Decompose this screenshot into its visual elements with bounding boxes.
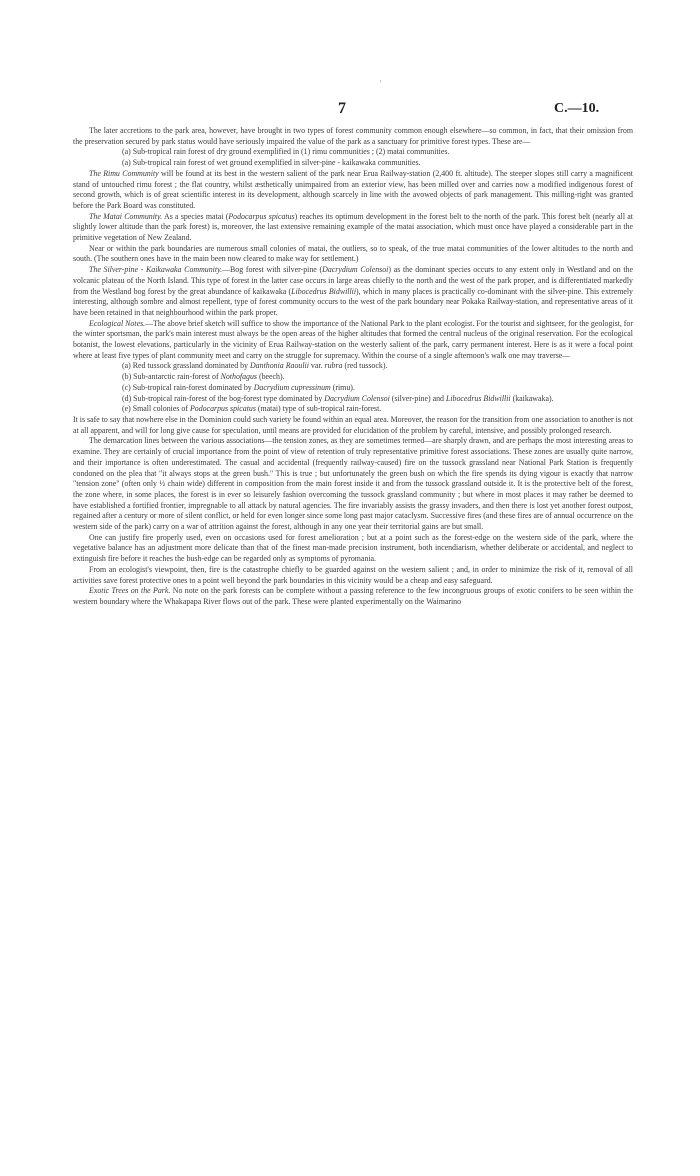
variety-paragraph: It is safe to say that nowhere else in the Dominion could such variety be found within an equal area. Moreover, the reason for the transition from one association to another is not at all apparent, and will for long give cause for speculation, until means are provided for elucidation of the problem by careful, intensive, and possibly prolonged research. xyxy=(73,414,633,435)
list-item: (c) Sub-tropical rain-forest dominated by Dacrydium cupressinum (rimu). xyxy=(122,382,355,392)
section-heading: Ecological Notes. xyxy=(89,318,146,328)
page-number: 7 xyxy=(338,100,346,117)
section-heading: Exotic Trees on the Park. xyxy=(89,586,171,596)
scientific-name: Dacrydium cupressinum xyxy=(253,382,331,392)
section-heading: The Rimu Community xyxy=(89,168,159,178)
traverse-list xyxy=(73,361,633,415)
forest-types-list xyxy=(73,147,633,168)
outliers-paragraph: Near or within the park boundaries are numerous small colonies of matai, the outliers, so to speak, of the true matai communities of the lower altitudes to the north and south. (The southern ones have in the main been now cleared to make way for settlement.) xyxy=(73,243,633,264)
document-reference: C.—10. xyxy=(554,101,600,116)
silver-pine-paragraph: The Silver-pine - Kaikawaka Community.—Bog forest with silver-pine (Dacrydium Colensoi) as the dominant species occurs to any extent only in Westland and on the volcanic plateau of the North Island. This type of forest in the latter case occurs in large areas chiefly to the north and the west of the park proper, and is differentiated markedly from the Westland bog forest by the great abundance of kaikawaka (Libocedrus Bidwillii), which in many places is practically co-dominant with the silver-pine. This extremely interesting, although sombre and almost repellent, type of forest community occurs to the west of the park boundary near Pokaka Railway-station, and representative areas of it have been retained in that neighbourhood within the park proper. xyxy=(73,265,633,317)
list-item: (a) Sub-tropical rain forest of wet ground exemplified in silver-pine - kaikawaka communities. xyxy=(122,158,421,168)
rimu-paragraph: The Rimu Community will be found at its best in the western salient of the park near Erua Railway-station (2,400 ft. altitude). The steeper slopes still carry a magnificent stand of untouched rimu forest ; the flat country, whilst æsthetically unimpaired from an exterior view, has been milled over and carries now a modified indigenous forest of second growth, which is of great scientific interest in its development, although scarcely in line with the avowed objects of park management. This milling-right was granted before the Park Board was constituted. xyxy=(73,168,633,210)
scientific-name: Nothofagus xyxy=(220,372,257,382)
tension-zones-paragraph: The demarcation lines between the various associations—the tension zones, as they are sometimes termed—are sharply drawn, and are perhaps the most interesting areas to examine. They are certainly of crucial importance from the point of view of retention of truly representative primitive forest associations. These zones are usually quite narrow, and their importance is often underestimated. The casual and accidental (frequently railway-caused) fire on the tussock grassland near National Park Station is frequently condoned on the plea that "it always stops at the green bush." This is true ; but unfortunately the green bush on which the fire spends its dying vigour is exactly that narrow "tension zone" (often only ½ chain wide) different in composition from the main forest inside it and from the tussock grassland outside it. It is the protective belt of the forest, the zone where, in some places, the forest is in ever so leisurely fashion overcoming the tussock grassland community ; but where in most places it may rather be deemed to have established a fortified frontier, impregnable to all attack by natural agencies. The fire invariably assists the grassy invaders, and then there is lost yet another forest outpost, regained after a century or more of silent conflict, or held for even longer since some long past major cataclysm. Successive fires (and these fires are of annual occurrence on the western side of the park) carry on a war of attrition against the forest, although in any one year their territorial gains are but small. xyxy=(73,436,633,532)
ecological-notes-paragraph: Ecological Notes.—The above brief sketch will suffice to show the importance of the National Park to the plant ecologist. For the tourist and sightseer, for the geologist, for the winter sportsman, the park's main interest must always be the open areas of the higher altitudes that formed the central nucleus of the original reservation. For the ecological botanist, the lowest elevations, particularly in the vicinity of Erua Railway-station on the westerly salient of the park, carry permanent interest. Here is as it were a focal point where at least five types of plant community meet and carry on the struggle for supremacy. Within the course of a single afternoon's walk one may traverse— xyxy=(73,318,633,360)
body-text xyxy=(73,126,633,608)
scientific-name: rubra xyxy=(324,361,343,371)
viewpoint-paragraph: From an ecologist's viewpoint, then, fire is the catastrophe chiefly to be guarded against on the western salient ; and, in order to minimize the risk of it, removal of all activities save forest protective ones to a point well beyond the park boundaries in this vicinity would be a cheap and easy safeguard. xyxy=(73,564,633,585)
intro-paragraph: The later accretions to the park area, however, have brought in two types of forest community common enough elsewhere—so common, in fact, that their omission from the preservation secured by park status would have seriously impaired the value of the park as a sanctuary for primitive forest types. These are— xyxy=(73,126,633,146)
scientific-name: Danthonia Raoulii xyxy=(249,361,309,371)
print-speck: ' xyxy=(380,79,382,88)
list-item: (a) Sub-tropical rain forest of dry ground exemplified in (1) rimu communities ; (2) matai communities. xyxy=(122,147,450,157)
scientific-name: Podocarpus spicatus xyxy=(228,211,295,221)
scientific-name: Dacrydium Colensoi xyxy=(324,393,390,403)
scientific-name: Dacrydium Colensoi xyxy=(322,265,389,275)
matai-paragraph: The Matai Community. As a species matai (Podocarpus spicatus) reaches its optimum development in the forest belt to the north of the park. This forest belt (nearly all at slightly lower altitude than the park forest) is, moreover, the last extensive remaining example of the matai association, which must once have played a considerable part in the primitive vegetation of New Zealand. xyxy=(73,211,633,243)
exotic-trees-paragraph: Exotic Trees on the Park. No note on the park forests can be complete without a passing reference to the few incongruous groups of exotic conifers to be seen within the western boundary where the Whakapapa River flows out of the park. These were planted experimentally on the Waimarino xyxy=(73,586,633,606)
list-item: (a) Red tussock grassland dominated by Danthonia Raoulii var. rubra (red tussock). xyxy=(122,361,388,371)
section-heading: The Matai Community. xyxy=(89,211,163,221)
scientific-name: Libocedrus Bidwillii xyxy=(291,286,357,296)
list-item: (b) Sub-antarctic rain-forest of Nothofagus (beech). xyxy=(122,372,285,382)
scientific-name: Podocarpus spicatus xyxy=(189,404,256,414)
section-heading: The Silver-pine - Kaikawaka Community. xyxy=(89,265,223,275)
list-item: (d) Sub-tropical rain-forest of the bog-forest type dominated by Dacrydium Colensoi (silver-pine) and Libocedrus Bidwillii (kaikawaka). xyxy=(122,393,554,403)
list-item: (e) Small colonies of Podocarpus spicatus (matai) type of sub-tropical rain-forest. xyxy=(122,404,382,414)
fire-paragraph: One can justify fire properly used, even on occasions used for forest amelioration ; but at a point such as the forest-edge on the western side of the park, where the vegetative balance has an adjustment more delicate than that of the finest man-made precision instrument, both incendiarism, whether deliberate or accidental, and neglect to extinguish fire before it reaches the bush-edge can be regarded only as symptoms of pyromania. xyxy=(73,532,633,564)
scientific-name: Libocedrus Bidwillii xyxy=(445,393,511,403)
